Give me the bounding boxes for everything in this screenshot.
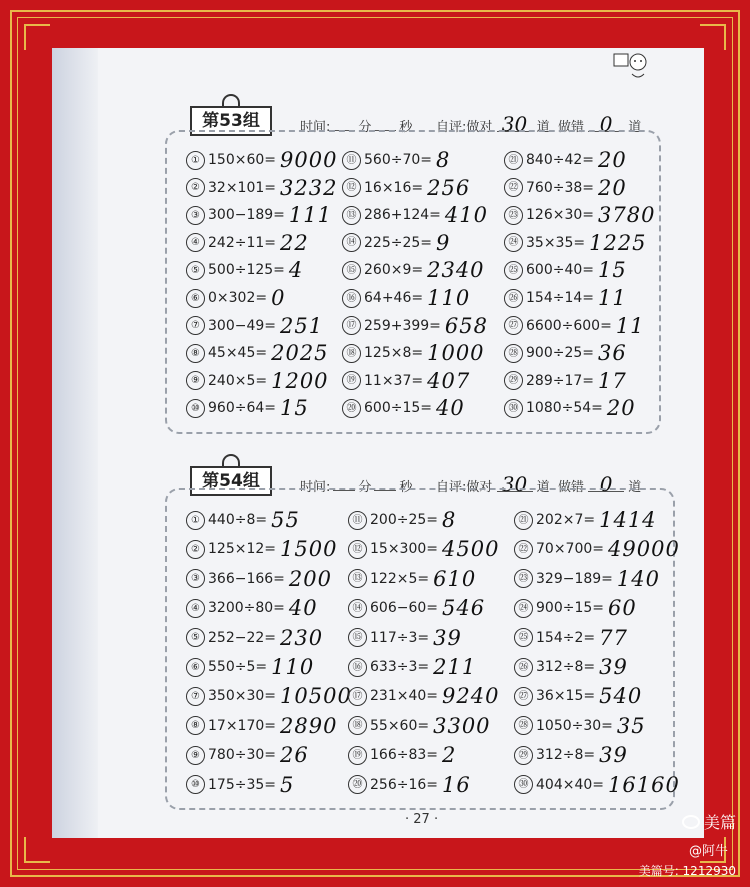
handwritten-answer: 40 bbox=[288, 596, 318, 621]
problem-item bbox=[348, 743, 456, 769]
problem-number: ㉒ bbox=[504, 178, 523, 197]
handwritten-answer: 9000 bbox=[280, 148, 338, 172]
problem-number: ㉖ bbox=[514, 658, 533, 677]
handwritten-answer: 8 bbox=[442, 508, 457, 532]
problem-expression: 840÷42= bbox=[526, 152, 594, 168]
problem-number: ⑤ bbox=[186, 628, 205, 647]
handwritten-answer: 9240 bbox=[442, 684, 500, 709]
problem-number: ⑯ bbox=[348, 658, 367, 677]
problem-item bbox=[342, 396, 465, 422]
handwritten-answer: 40 bbox=[436, 396, 465, 421]
problem-number: ④ bbox=[186, 233, 205, 252]
handwritten-answer: 55 bbox=[271, 508, 300, 532]
problem-expression: 17×170= bbox=[208, 717, 276, 734]
problem-item bbox=[514, 626, 628, 652]
problem-number: ⑥ bbox=[186, 658, 205, 677]
handwritten-answer: 658 bbox=[444, 313, 488, 338]
handwritten-answer: 1500 bbox=[280, 537, 338, 562]
handwritten-answer: 2025 bbox=[271, 341, 329, 366]
problem-item bbox=[348, 655, 476, 681]
problem-expression: 35×35= bbox=[526, 234, 586, 251]
problem-number: ㉕ bbox=[514, 628, 533, 647]
problem-number: ④ bbox=[186, 599, 205, 618]
problem-expression: 260×9= bbox=[364, 262, 424, 279]
handwritten-answer: 20 bbox=[606, 396, 636, 421]
problem-expression: 252−22= bbox=[208, 629, 276, 646]
handwritten-answer: 11 bbox=[615, 313, 645, 338]
problem-item bbox=[186, 341, 329, 367]
problem-expression: 600÷40= bbox=[526, 262, 594, 279]
problem-item bbox=[514, 714, 646, 740]
problem-number: ⑦ bbox=[186, 316, 205, 335]
problem-item bbox=[504, 176, 627, 202]
handwritten-answer: 10500 bbox=[280, 684, 352, 709]
problem-item bbox=[504, 314, 645, 340]
handwritten-answer: 1414 bbox=[599, 508, 657, 532]
problem-expression: 606−60= bbox=[370, 600, 438, 617]
meipian-id: 美篇号: 1212930 bbox=[638, 864, 736, 878]
problem-number: ② bbox=[186, 178, 205, 197]
problem-expression: 150×60= bbox=[208, 152, 276, 168]
problem-expression: 286+124= bbox=[364, 207, 441, 224]
problem-item bbox=[348, 684, 499, 710]
problem-number: ㉚ bbox=[514, 775, 533, 794]
problem-item bbox=[186, 231, 309, 257]
self-evaluation: 自评:做对 30 道 做错 0 道 bbox=[436, 112, 642, 136]
handwritten-answer: 3780 bbox=[598, 203, 656, 228]
problem-number: ⑱ bbox=[342, 344, 361, 363]
problem-expression: 122×5= bbox=[370, 570, 430, 587]
problem-item bbox=[342, 341, 485, 367]
problem-expression: 32×101= bbox=[208, 179, 276, 196]
problem-expression: 350×30= bbox=[208, 688, 276, 705]
problem-expression: 760÷38= bbox=[526, 179, 594, 196]
problem-number: ⑨ bbox=[186, 371, 205, 390]
problem-item bbox=[514, 537, 680, 563]
problem-item bbox=[342, 258, 485, 284]
problem-number: ⑪ bbox=[348, 511, 367, 530]
problem-number: ⑧ bbox=[186, 716, 205, 735]
problem-item bbox=[348, 773, 471, 799]
meipian-logo-icon bbox=[682, 815, 700, 829]
problem-expression: 125×8= bbox=[364, 345, 424, 362]
problem-item bbox=[504, 231, 647, 257]
problem-expression: 900÷25= bbox=[526, 345, 594, 362]
problem-number: ㉒ bbox=[514, 540, 533, 559]
handwritten-answer: 4 bbox=[288, 258, 304, 283]
problem-item bbox=[342, 286, 470, 312]
problem-expression: 960÷64= bbox=[208, 400, 276, 417]
corner-ornament bbox=[700, 24, 726, 50]
handwritten-answer: 9 bbox=[436, 230, 451, 255]
handwritten-answer: 26 bbox=[280, 743, 309, 768]
problem-item bbox=[348, 714, 491, 740]
problem-item bbox=[186, 714, 337, 740]
problem-number: ㉗ bbox=[514, 687, 533, 706]
handwritten-answer: 35 bbox=[616, 713, 646, 738]
problem-expression: 300−189= bbox=[208, 207, 285, 224]
problem-number: ㉗ bbox=[504, 316, 523, 335]
problem-item bbox=[348, 508, 456, 534]
problem-number: ③ bbox=[186, 206, 205, 225]
problem-expression: 289÷17= bbox=[526, 372, 594, 389]
problem-expression: 900÷15= bbox=[536, 600, 604, 617]
problem-expression: 242÷11= bbox=[208, 234, 276, 251]
handwritten-answer: 16160 bbox=[608, 772, 680, 797]
problem-item bbox=[186, 596, 318, 622]
frame-hook-icon bbox=[222, 454, 240, 466]
problem-expression: 126×30= bbox=[526, 207, 594, 224]
handwritten-answer: 39 bbox=[599, 655, 628, 679]
problem-expression: 600÷15= bbox=[364, 400, 432, 417]
problem-expression: 166÷83= bbox=[370, 747, 438, 764]
problem-number: ⑧ bbox=[186, 344, 205, 363]
problem-item bbox=[186, 148, 337, 174]
problem-item bbox=[186, 743, 309, 769]
problem-number: ⑦ bbox=[186, 687, 205, 706]
problem-item bbox=[342, 231, 450, 257]
problem-number: ㉕ bbox=[504, 261, 523, 280]
handwritten-answer: 407 bbox=[427, 368, 471, 393]
problem-expression: 200÷25= bbox=[370, 512, 438, 528]
problem-expression: 3200÷80= bbox=[208, 600, 285, 617]
wrong-count: 0 bbox=[588, 117, 624, 132]
problem-item bbox=[504, 148, 627, 174]
problem-expression: 440÷8= bbox=[208, 512, 268, 528]
problem-expression: 55×60= bbox=[370, 717, 430, 734]
problem-item bbox=[186, 655, 314, 681]
problem-item bbox=[186, 396, 309, 422]
problem-item bbox=[186, 773, 294, 799]
handwritten-answer: 20 bbox=[598, 175, 627, 200]
problem-number: ⑯ bbox=[342, 289, 361, 308]
handwritten-answer: 251 bbox=[280, 313, 324, 338]
problem-item bbox=[342, 314, 488, 340]
correct-count: 30 bbox=[497, 117, 533, 132]
handwritten-answer: 39 bbox=[599, 743, 628, 768]
problem-number: ㉙ bbox=[504, 371, 523, 390]
problem-expression: 175÷35= bbox=[208, 776, 276, 793]
problem-expression: 231×40= bbox=[370, 688, 438, 705]
problem-item bbox=[186, 684, 352, 710]
handwritten-answer: 610 bbox=[433, 566, 477, 591]
problem-number: ① bbox=[186, 511, 205, 530]
meipian-logo: 美篇 bbox=[682, 810, 736, 833]
handwritten-answer: 20 bbox=[598, 148, 627, 172]
handwritten-answer: 1000 bbox=[427, 341, 485, 366]
problem-number: ㉖ bbox=[504, 289, 523, 308]
problem-item bbox=[504, 396, 636, 422]
problem-item bbox=[504, 203, 655, 229]
problem-item bbox=[348, 537, 499, 563]
problem-number: ③ bbox=[186, 569, 205, 588]
frame-hook-icon bbox=[222, 94, 240, 106]
problem-number: ㉑ bbox=[514, 511, 533, 530]
handwritten-answer: 36 bbox=[598, 341, 627, 366]
handwritten-answer: 211 bbox=[433, 655, 477, 679]
handwritten-answer: 3300 bbox=[433, 713, 491, 738]
problem-number: ⑳ bbox=[348, 775, 367, 794]
problem-item bbox=[186, 567, 332, 593]
problem-number: ⑱ bbox=[348, 716, 367, 735]
problem-item bbox=[514, 596, 637, 622]
problem-number: ② bbox=[186, 540, 205, 559]
problem-item bbox=[186, 176, 337, 202]
group-label: 第54组 bbox=[190, 466, 272, 496]
problem-expression: 1080÷54= bbox=[526, 400, 603, 417]
problem-number: ⑨ bbox=[186, 746, 205, 765]
problem-expression: 780÷30= bbox=[208, 747, 276, 764]
problem-expression: 500÷125= bbox=[208, 262, 285, 279]
problem-item bbox=[514, 655, 628, 681]
problem-item bbox=[504, 369, 627, 395]
handwritten-answer: 39 bbox=[433, 625, 462, 650]
group-label: 第53组 bbox=[190, 106, 272, 136]
problem-expression: 6600÷600= bbox=[526, 317, 612, 334]
handwritten-answer: 111 bbox=[288, 203, 332, 228]
handwritten-answer: 546 bbox=[442, 596, 486, 621]
problem-number: ⑥ bbox=[186, 289, 205, 308]
problem-expression: 36×15= bbox=[536, 688, 596, 705]
problem-number: ⑮ bbox=[342, 261, 361, 280]
problem-number: ⑳ bbox=[342, 399, 361, 418]
problem-item bbox=[186, 537, 337, 563]
handwritten-answer: 110 bbox=[271, 655, 315, 679]
handwritten-answer: 15 bbox=[598, 258, 627, 283]
problem-item bbox=[514, 567, 660, 593]
problem-item bbox=[186, 314, 323, 340]
corner-ornament bbox=[24, 24, 50, 50]
problem-number: ⑤ bbox=[186, 261, 205, 280]
problem-number: ㉓ bbox=[504, 206, 523, 225]
problem-item bbox=[342, 176, 470, 202]
handwritten-answer: 200 bbox=[288, 566, 332, 591]
handwritten-answer: 1200 bbox=[271, 368, 329, 393]
problem-number: ⑭ bbox=[342, 233, 361, 252]
problem-item bbox=[504, 341, 627, 367]
problem-item bbox=[504, 258, 627, 284]
handwritten-answer: 49000 bbox=[608, 537, 680, 562]
self-evaluation: 自评:做对 30 道 做错 0 道 bbox=[436, 472, 642, 496]
problem-item bbox=[342, 369, 470, 395]
problem-expression: 404×40= bbox=[536, 776, 604, 793]
problem-number: ⑲ bbox=[348, 746, 367, 765]
problem-number: ⑫ bbox=[342, 178, 361, 197]
handwritten-answer: 16 bbox=[442, 772, 471, 797]
handwritten-answer: 410 bbox=[444, 203, 488, 228]
problem-number: ⑩ bbox=[186, 775, 205, 794]
problem-expression: 259+399= bbox=[364, 317, 441, 334]
problem-item bbox=[514, 743, 628, 769]
problem-item bbox=[186, 369, 329, 395]
problem-expression: 16×16= bbox=[364, 179, 424, 196]
problem-number: ㉘ bbox=[504, 344, 523, 363]
problem-expression: 15×300= bbox=[370, 541, 438, 558]
problem-item bbox=[348, 567, 476, 593]
handwritten-answer: 540 bbox=[599, 684, 643, 709]
handwritten-answer: 110 bbox=[427, 286, 471, 310]
problem-number: ⑬ bbox=[348, 569, 367, 588]
problem-number: ㉘ bbox=[514, 716, 533, 735]
handwritten-answer: 140 bbox=[616, 566, 660, 591]
problem-number: ⑲ bbox=[342, 371, 361, 390]
problem-expression: 366−166= bbox=[208, 570, 285, 587]
handwritten-answer: 2340 bbox=[427, 258, 485, 283]
problem-expression: 0×302= bbox=[208, 290, 268, 306]
handwritten-answer: 2890 bbox=[280, 713, 338, 738]
handwritten-answer: 4500 bbox=[442, 537, 500, 562]
problem-number: ⑰ bbox=[348, 687, 367, 706]
problem-expression: 240×5= bbox=[208, 372, 268, 389]
problem-item bbox=[514, 508, 657, 534]
problem-expression: 312÷8= bbox=[536, 659, 596, 675]
problem-number: ⑭ bbox=[348, 599, 367, 618]
problem-number: ㉓ bbox=[514, 569, 533, 588]
problem-expression: 312÷8= bbox=[536, 747, 596, 764]
problem-item bbox=[348, 626, 462, 652]
problem-item bbox=[514, 684, 642, 710]
problem-expression: 550÷5= bbox=[208, 659, 268, 675]
problem-expression: 64+46= bbox=[364, 290, 424, 306]
handwritten-answer: 256 bbox=[427, 175, 471, 200]
problem-number: ㉑ bbox=[504, 151, 523, 170]
handwritten-answer: 1225 bbox=[589, 230, 647, 255]
problem-number: ⑩ bbox=[186, 399, 205, 418]
problem-expression: 225÷25= bbox=[364, 234, 432, 251]
page-number: · 27 · bbox=[405, 812, 439, 827]
time-field: 时间: 分 秒 bbox=[300, 480, 413, 495]
problem-expression: 70×700= bbox=[536, 541, 604, 558]
handwritten-answer: 3232 bbox=[280, 175, 338, 200]
problem-expression: 329−189= bbox=[536, 570, 613, 587]
problem-expression: 154÷2= bbox=[536, 629, 596, 646]
handwritten-answer: 77 bbox=[599, 625, 628, 650]
problem-item bbox=[186, 508, 300, 534]
problem-item bbox=[186, 258, 303, 284]
handwritten-answer: 230 bbox=[280, 625, 324, 650]
problem-number: ㉔ bbox=[504, 233, 523, 252]
cartoon-mascot-icon bbox=[612, 50, 648, 80]
handwritten-answer: 60 bbox=[608, 596, 637, 621]
problem-item bbox=[514, 773, 680, 799]
wrong-count: 0 bbox=[588, 477, 624, 492]
problem-expression: 125×12= bbox=[208, 541, 276, 558]
author-handle: @阿牛 bbox=[688, 844, 728, 859]
time-field: 时间: 分 秒 bbox=[300, 120, 413, 135]
problem-item bbox=[348, 596, 485, 622]
problem-expression: 202×7= bbox=[536, 512, 596, 528]
problem-number: ① bbox=[186, 151, 205, 170]
problem-item bbox=[504, 286, 627, 312]
problem-item bbox=[342, 148, 450, 174]
problem-number: ⑮ bbox=[348, 628, 367, 647]
handwritten-answer: 22 bbox=[280, 230, 309, 255]
problem-number: ㉙ bbox=[514, 746, 533, 765]
correct-count: 30 bbox=[497, 477, 533, 492]
handwritten-answer: 11 bbox=[598, 286, 627, 310]
problem-number: ⑪ bbox=[342, 151, 361, 170]
problem-item bbox=[342, 203, 488, 229]
problem-item bbox=[186, 286, 285, 312]
problem-expression: 154÷14= bbox=[526, 290, 594, 306]
problem-expression: 117÷3= bbox=[370, 629, 430, 646]
problem-expression: 633÷3= bbox=[370, 659, 430, 675]
page-spine-shadow bbox=[52, 48, 98, 838]
problem-number: ⑰ bbox=[342, 316, 361, 335]
problem-expression: 1050÷30= bbox=[536, 717, 613, 734]
problem-expression: 560÷70= bbox=[364, 152, 432, 168]
handwritten-answer: 8 bbox=[436, 148, 451, 172]
problem-expression: 11×37= bbox=[364, 372, 424, 389]
handwritten-answer: 17 bbox=[598, 368, 627, 393]
problem-number: ㉔ bbox=[514, 599, 533, 618]
problem-item bbox=[186, 626, 323, 652]
corner-ornament bbox=[24, 837, 50, 863]
problem-expression: 300−49= bbox=[208, 317, 276, 334]
problem-number: ⑫ bbox=[348, 540, 367, 559]
handwritten-answer: 2 bbox=[442, 743, 457, 768]
problem-number: ㉚ bbox=[504, 399, 523, 418]
problem-number: ⑬ bbox=[342, 206, 361, 225]
handwritten-answer: 15 bbox=[280, 396, 309, 421]
problem-expression: 45×45= bbox=[208, 345, 268, 362]
problem-expression: 256÷16= bbox=[370, 776, 438, 793]
problem-item bbox=[186, 203, 332, 229]
handwritten-answer: 5 bbox=[280, 772, 295, 797]
handwritten-answer: 0 bbox=[271, 286, 286, 310]
